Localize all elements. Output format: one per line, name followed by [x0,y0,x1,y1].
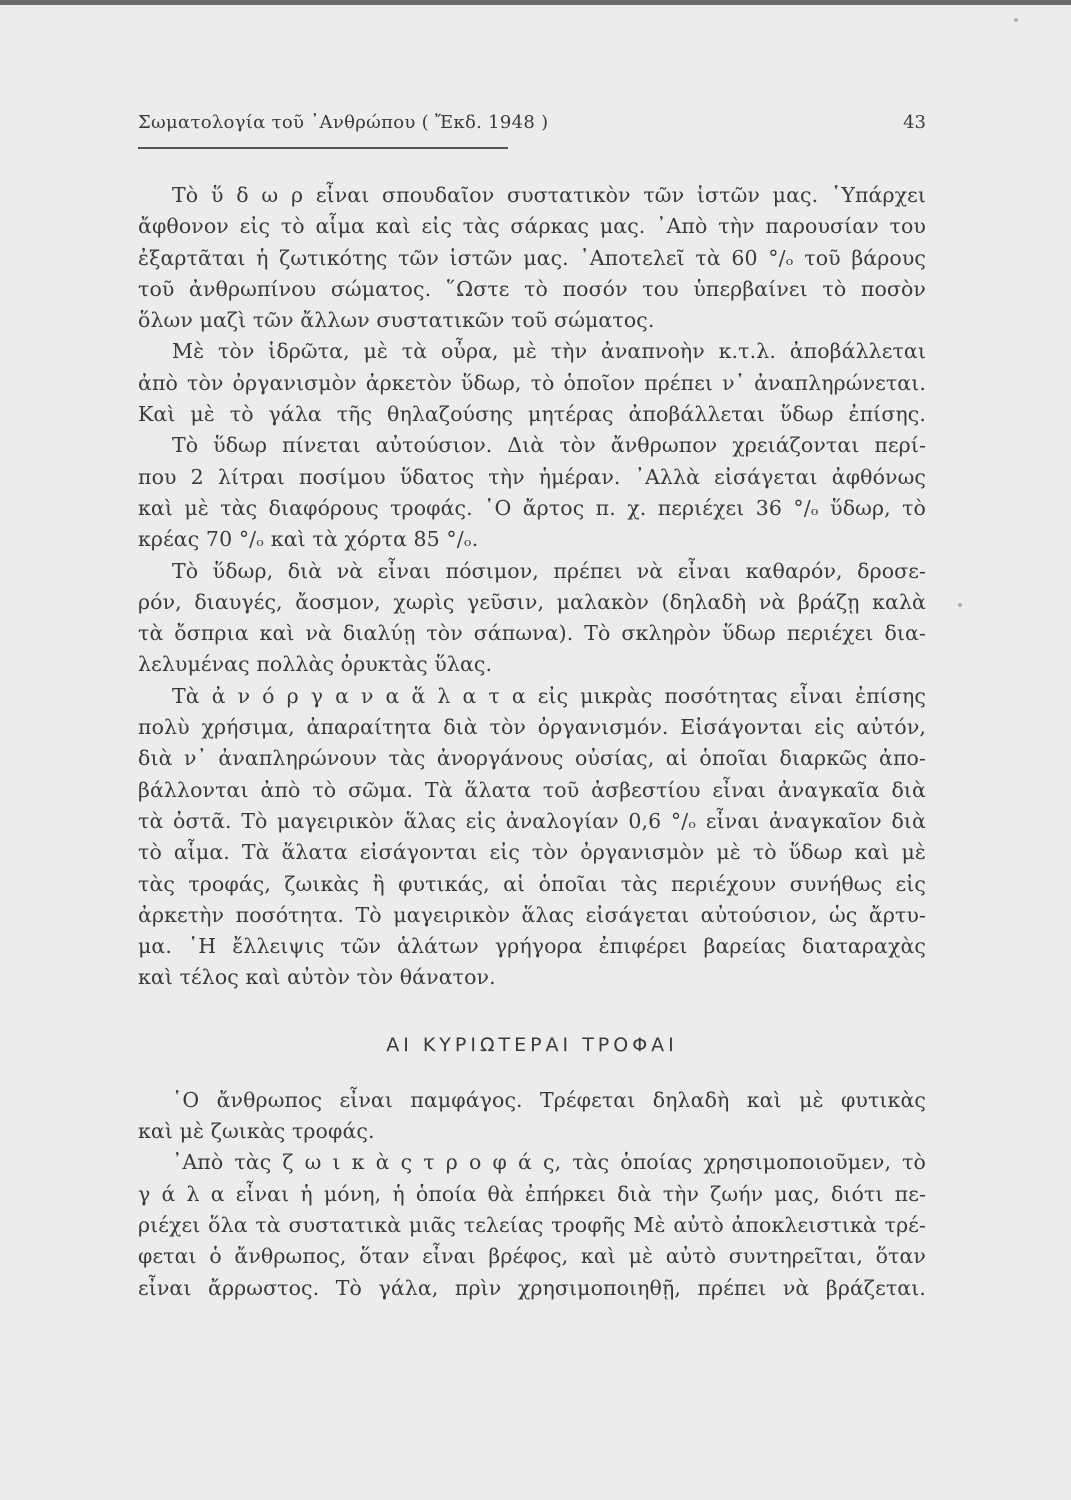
text-line: που 2 λίτραι ποσίμου ὕδατος τὴν ἡμέραν. ᾿Αλλὰ εἰσάγεται ἀφθόνως [138,464,926,489]
text-line: ἀπὸ τὸν ὀργανισμὸν ἀρκετὸν ὕδωρ, τὸ ὁποῖον πρέπει ν᾿ ἀναπληρώνεται. [138,370,926,395]
text-line: Καὶ μὲ τὸ γάλα τῆς θηλαζούσης μητέρας ἀποβάλλεται ὕδωρ ἐπίσης. [138,402,926,427]
section-main-foods [138,1085,926,1304]
text-line: πολὺ χρήσιμα, ἀπαραίτητα διὰ τὸν ὀργανισμόν. Εἰσάγονται εἰς αὐτόν, [138,715,926,740]
scan-edge-bar [0,0,1071,5]
section-heading: ΑΙ ΚΥΡΙΩΤΕΡΑΙ ΤΡΟΦΑΙ [386,1033,678,1056]
text-line: φεται ὁ ἄνθρωπος, ὅταν εἶναι βρέφος, καὶ μὲ αὐτὸ συντηρεῖται, ὅταν [138,1244,926,1269]
text-line: διὰ ν᾿ ἀναπληρώνουν τὰς ἀνοργάνους οὐσίας, αἱ ὁποῖαι διαρκῶς ἀπο- [138,746,926,771]
page-header [138,112,926,146]
running-head: Σωματολογία τοῦ ᾿Ανθρώπου ( Ἔκδ. 1948 ) [138,112,549,133]
text-line: Τὰ ἀ ν ό ρ γ α ν α ἅ λ α τ α εἰς μικρὰς ποσότητας εἶναι ἐπίσης [172,683,926,708]
text-line: ῾Ο ἄνθρωπος εἶναι παμφάγος. Τρέφεται δηλαδὴ καὶ μὲ φυτικὰς [172,1087,926,1112]
text-line: ἐξαρτᾶται ἡ ζωτικότης τῶν ἱστῶν μας. ᾿Αποτελεῖ τὰ 60 °/ₒ τοῦ βάρους [138,245,926,270]
section-water-salts [138,180,926,994]
header-rule [138,147,508,149]
text-line: ἀρκετὴν ποσότητα. Τὸ μαγειρικὸν ἅλας εἰσάγεται αὐτούσιον, ὡς ἄρτυ- [138,902,926,927]
speck [958,603,962,607]
text-line: εἶναι ἄρρωστος. Τὸ γάλα, πρὶν χρησιμοποιηθῇ, πρέπει νὰ βράζεται. [138,1275,926,1300]
text-line: ᾿Απὸ τὰς ζ ω ι κ ὰ ς τ ρ ο φ ά ς, τὰς ὁποίας χρησιμοποιοῦμεν, τὸ [172,1150,926,1175]
text-line: ὅλων μαζὶ τῶν ἄλλων συστατικῶν τοῦ σώματος. [138,308,655,333]
text-line: τὰ ὀστᾶ. Τὸ μαγειρικὸν ἅλας εἰς ἀναλογίαν 0,6 °/ₒ εἶναι ἀναγκαῖον διὰ [138,808,926,833]
text-line: καὶ τέλος καὶ αὐτὸν τὸν θάνατον. [138,965,496,990]
text-line: κρέας 70 °/ₒ καὶ τὰ χόρτα 85 °/ₒ. [138,527,479,552]
text-line: Μὲ τὸν ἱδρῶτα, μὲ τὰ οὖρα, μὲ τὴν ἀναπνοὴν κ.τ.λ. ἀποβάλλεται [172,339,926,364]
text-line: ρόν, διαυγές, ἄοσμον, χωρὶς γεῦσιν, μαλακὸν (δηλαδὴ νὰ βράζῃ καλὰ [138,589,926,614]
text-line: γ ά λ α εἶναι ἡ μόνη, ἡ ὁποία θὰ ἐπήρκει διὰ τὴν ζωήν μας, διότι πε- [138,1181,926,1206]
text-line: Τὸ ὕδωρ, διὰ νὰ εἶναι πόσιμον, πρέπει νὰ εἶναι καθαρόν, δροσε- [172,558,926,583]
page-number: 43 [903,112,926,133]
text-line: καὶ μὲ τὰς διαφόρους τροφάς. ῾Ο ἄρτος π. χ. περιέχει 36 °/ₒ ὕδωρ, τὸ [138,495,926,520]
text-line: καὶ μὲ ζωικὰς τροφάς. [138,1119,375,1144]
text-line: λελυμένας πολλὰς ὀρυκτὰς ὕλας. [138,652,493,677]
page-body [138,180,926,1304]
text-line: ριέχει ὅλα τὰ συστατικὰ μιᾶς τελείας τροφῆς Μὲ αὐτὸ ἀποκλειστικὰ τρέ- [138,1212,926,1237]
text-line: τὰ ὄσπρια καὶ νὰ διαλύῃ τὸν σάπωνα). Τὸ σκληρὸν ὕδωρ περιέχει δια- [138,621,926,646]
text-line: βάλλονται ἀπὸ τὸ σῶμα. Τὰ ἅλατα τοῦ ἀσβεστίου εἶναι ἀναγκαῖα διὰ [138,777,926,802]
text-line: ἄφθονον εἰς τὸ αἷμα καὶ εἰς τὰς σάρκας μας. ᾿Απὸ τὴν παρουσίαν του [138,214,926,239]
text-line: τὰς τροφάς, ζωικὰς ἢ φυτικάς, αἱ ὁποῖαι τὰς περιέχουν συνήθως εἰς [138,871,926,896]
text-line: μα. ῾Η ἔλλειψις τῶν ἁλάτων γρήγορα ἐπιφέρει βαρείας διαταραχὰς [138,934,926,959]
text-line: Τὸ ὕ δ ω ρ εἶναι σπουδαῖον συστατικὸν τῶν ἱστῶν μας. ῾Υπάρχει [172,183,926,207]
text-line: Τὸ ὕδωρ πίνεται αὐτούσιον. Διὰ τὸν ἄνθρωπον χρειάζονται περί- [172,433,926,458]
text-line: τοῦ ἀνθρωπίνου σώματος. ῞Ωστε τὸ ποσόν του ὑπερβαίνει τὸ ποσὸν [138,276,926,301]
speck [1014,18,1018,22]
text-line: τὸ αἷμα. Τὰ ἅλατα εἰσάγονται εἰς τὸν ὀργανισμὸν μὲ τὸ ὕδωρ καὶ μὲ [138,840,926,865]
